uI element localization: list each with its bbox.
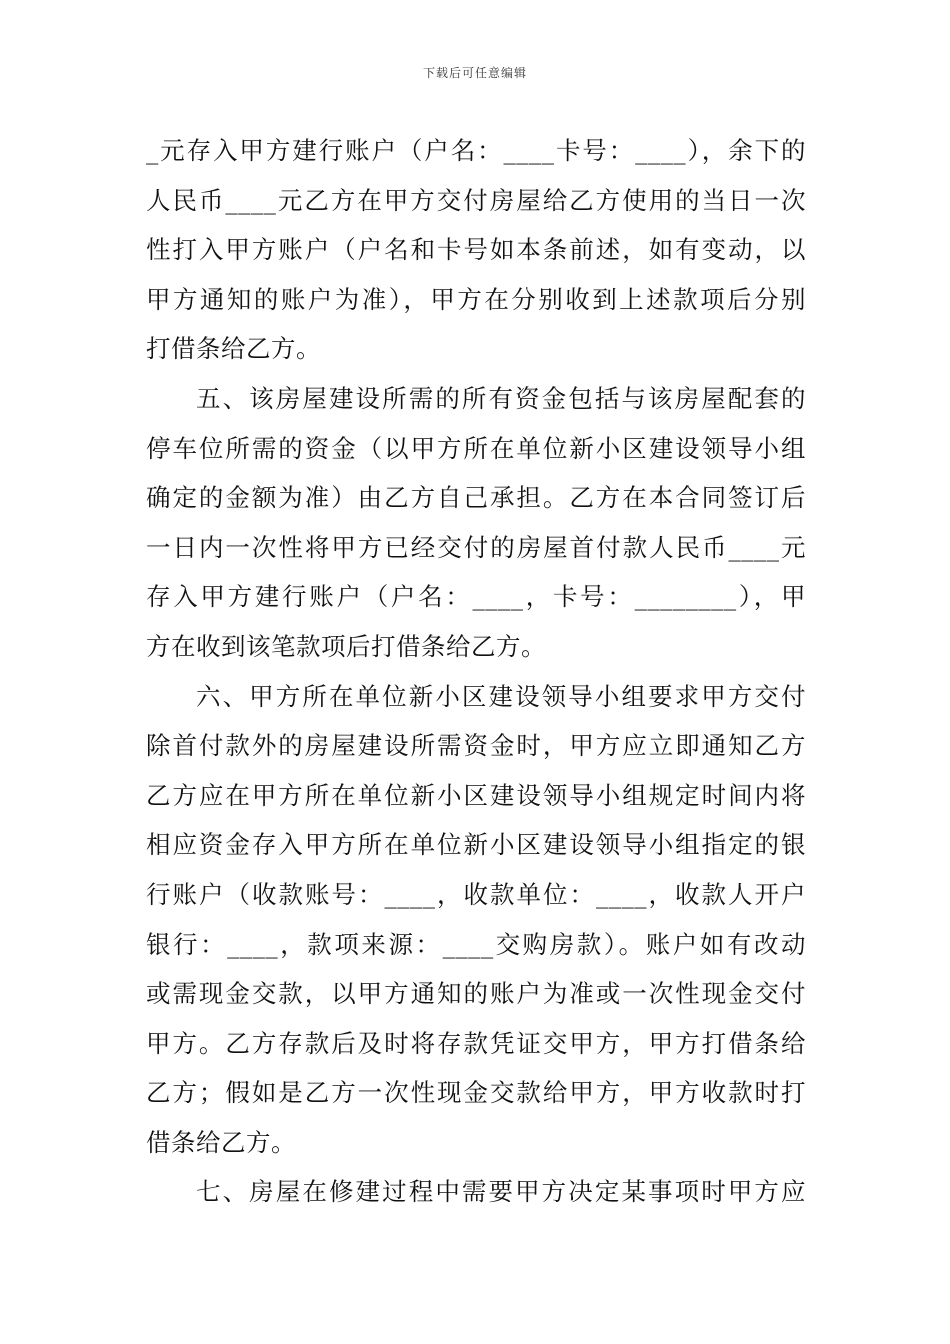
text-line: 七、房屋在修建过程中需要甲方决定某事项时甲方应	[196, 1177, 806, 1207]
text-line: 人民币____元乙方在甲方交付房屋给乙方使用的当日一次	[146, 185, 806, 215]
text-line: 借条给乙方。	[146, 1127, 296, 1157]
text-line: 六、甲方所在单位新小区建设领导小组要求甲方交付	[196, 681, 806, 711]
text-line: 确定的金额为准）由乙方自己承担。乙方在本合同签订后	[146, 483, 806, 513]
paragraph-clause-6	[146, 672, 806, 1168]
text-line: 相应资金存入甲方所在单位新小区建设领导小组指定的银	[146, 830, 806, 860]
text-line: 五、该房屋建设所需的所有资金包括与该房屋配套的	[196, 383, 806, 413]
paragraph-clause-5	[146, 374, 806, 672]
text-line: 停车位所需的资金（以甲方所在单位新小区建设领导小组	[146, 433, 806, 463]
document-body	[146, 126, 806, 1217]
text-line: 性打入甲方账户（户名和卡号如本条前述，如有变动，以	[146, 235, 806, 265]
text-line: 行账户（收款账号：____，收款单位：____，收款人开户	[146, 879, 806, 909]
text-line: 乙方应在甲方所在单位新小区建设领导小组规定时间内将	[146, 780, 806, 810]
text-line: _元存入甲方建行账户（户名：____卡号：____），余下的	[146, 136, 806, 165]
paragraph-clause-7	[146, 1167, 806, 1217]
text-line: 除首付款外的房屋建设所需资金时，甲方应立即通知乙方	[146, 731, 806, 761]
text-line: 乙方；假如是乙方一次性现金交款给甲方，甲方收款时打	[146, 1078, 806, 1108]
page-header-note: 下载后可任意编辑	[422, 66, 527, 80]
text-line: 存入甲方建行账户（户名：____，卡号：________），甲	[146, 582, 806, 612]
text-line: 甲方通知的账户为准），甲方在分别收到上述款项后分别	[146, 284, 806, 314]
text-line: 方在收到该笔款项后打借条给乙方。	[146, 631, 546, 661]
text-line: 甲方。乙方存款后及时将存款凭证交甲方，甲方打借条给	[146, 1028, 806, 1058]
text-line: 打借条给乙方。	[146, 334, 321, 364]
paragraph-continuation	[146, 126, 806, 374]
text-line: 一日内一次性将甲方已经交付的房屋首付款人民币____元	[146, 532, 806, 562]
text-line: 银行：____，款项来源：____交购房款）。账户如有改动	[146, 929, 806, 959]
text-line: 或需现金交款，以甲方通知的账户为准或一次性现金交付	[146, 979, 806, 1009]
